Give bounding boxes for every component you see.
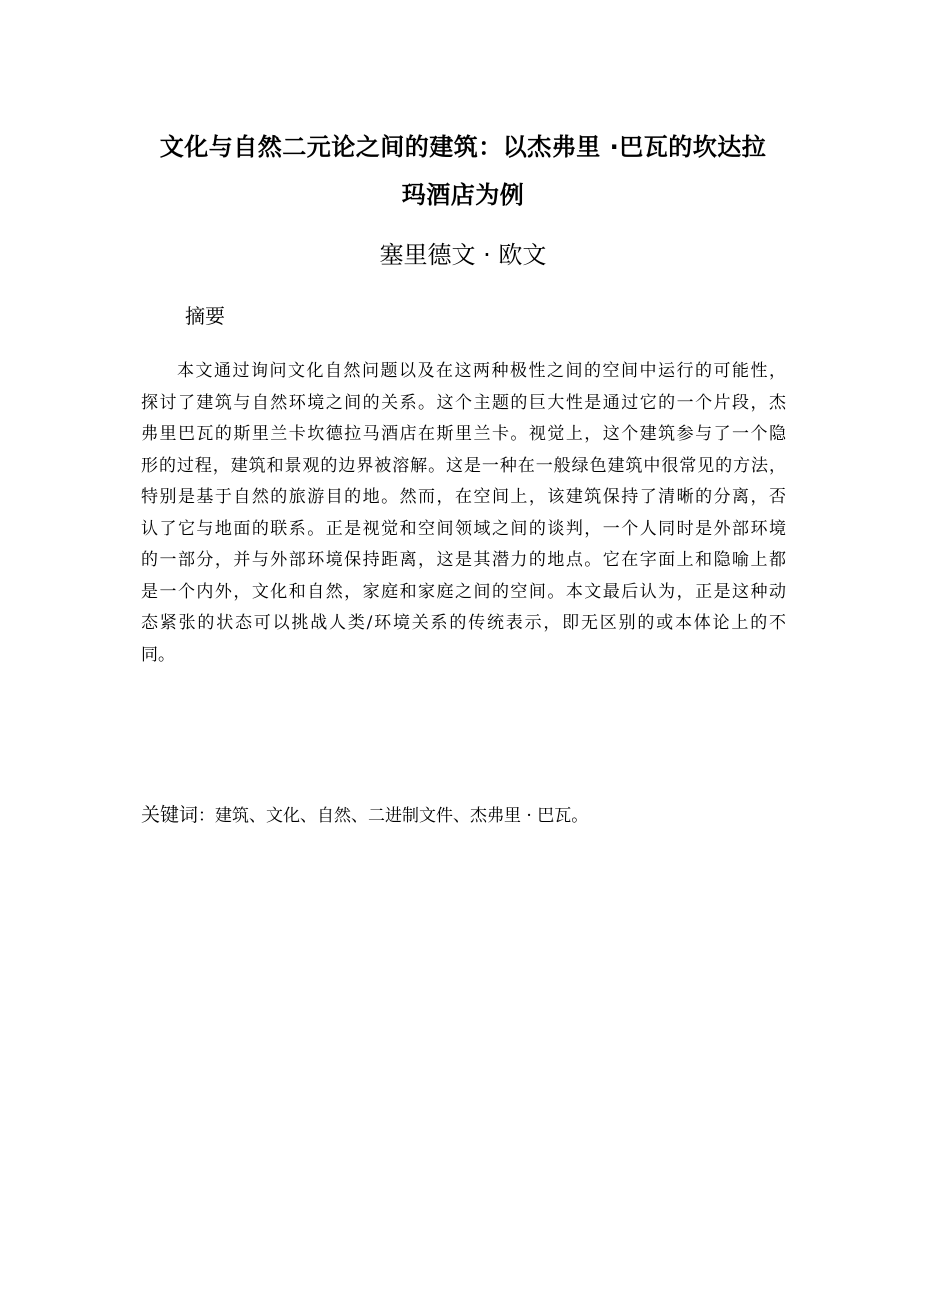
abstract-body — [141, 356, 786, 671]
abstract-line: 同。 — [141, 644, 175, 665]
abstract-line: 探讨了建筑与自然环境之间的关系。这个主题的巨大性是通过它的一个片段，杰 — [141, 392, 786, 413]
abstract-line: 形的过程，建筑和景观的边界被溶解。这是一种在一般绿色建筑中很常见的方法， — [141, 455, 786, 476]
paper-title-line-2: 玛酒店为例 — [401, 181, 525, 209]
abstract-line: 本文通过询问文化自然问题以及在这两种极性之间的空间中运行的可能性， — [177, 361, 786, 381]
abstract-line: 认了它与地面的联系。正是视觉和空间领域之间的谈判，一个人同时是外部环境 — [141, 518, 786, 539]
keywords-label: 关键词 — [141, 804, 199, 826]
abstract-line: 弗里巴瓦的斯里兰卡坎德拉马酒店在斯里兰卡。视觉上，这个建筑参与了一个隐 — [141, 424, 786, 444]
abstract-line: 特别是基于自然的旅游目的地。然而，在空间上，该建筑保持了清晰的分离，否 — [141, 487, 786, 507]
keywords — [141, 800, 588, 832]
keywords-colon: ： — [198, 806, 216, 826]
abstract-line: 是一个内外，文化和自然，家庭和家庭之间的空间。本文最后认为，正是这种动 — [141, 581, 786, 602]
keywords-value: 建筑、文化、自然、二进制文件、杰弗里 · 巴瓦。 — [215, 806, 589, 826]
abstract-heading: 摘要 — [185, 304, 225, 328]
abstract-line: 态紧张的状态可以挑战人类/环境关系的传统表示，即无区别的或本体论上的不 — [141, 613, 786, 633]
paper-title-line-1: 文化与自然二元论之间的建筑：以杰弗里 ·巴瓦的坎达拉 — [159, 133, 767, 161]
author-name: 塞里德文 · 欧文 — [379, 241, 547, 269]
abstract-line: 的一部分，并与外部环境保持距离，这是其潜力的地点。它在字面上和隐喻上都 — [141, 550, 786, 570]
